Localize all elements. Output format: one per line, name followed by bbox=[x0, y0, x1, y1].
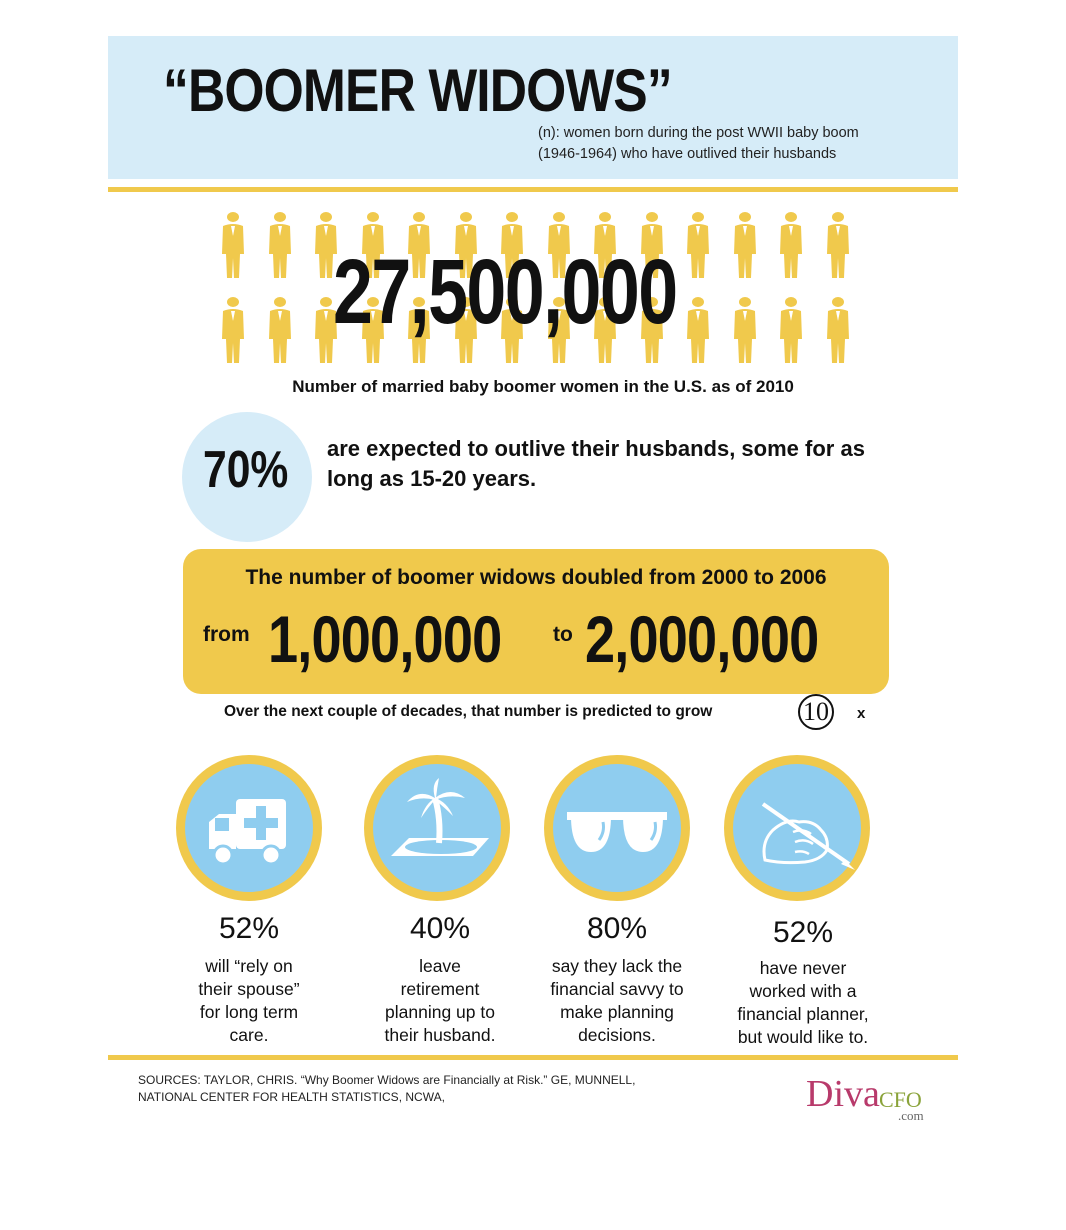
definition-line-1: (n): women born during the post WWII baby boom bbox=[538, 125, 859, 141]
logo-com: .com bbox=[898, 1108, 924, 1123]
sources-line-2: NATIONAL CENTER FOR HEALTH STATISTICS, NCWA, bbox=[138, 1090, 445, 1104]
growth-suffix: x bbox=[857, 705, 866, 722]
stat-line: say they lack the bbox=[551, 956, 683, 976]
stat-line: retirement bbox=[400, 979, 480, 999]
sources-line-1: SOURCES: TAYLOR, CHRIS. “Why Boomer Widows are Financially at Risk.” GE, MUNNELL, bbox=[138, 1073, 636, 1087]
person-icon bbox=[267, 212, 293, 282]
stat-line: their husband. bbox=[384, 1025, 496, 1045]
stat-line: worked with a bbox=[749, 981, 857, 1001]
top-divider bbox=[108, 187, 958, 192]
stat-text-1 bbox=[164, 955, 334, 1047]
to-value: 2,000,000 bbox=[585, 602, 819, 676]
bottom-divider bbox=[108, 1055, 958, 1060]
to-label: to bbox=[553, 623, 573, 646]
stat-text-4 bbox=[718, 957, 888, 1049]
sources bbox=[138, 1072, 758, 1106]
from-value: 1,000,000 bbox=[268, 602, 502, 676]
outlive-text: are expected to outlive their husbands, some for as long as 15-20 years. bbox=[327, 436, 865, 491]
stat-line: decisions. bbox=[578, 1025, 656, 1045]
person-icon bbox=[220, 297, 246, 367]
stat-circle-3 bbox=[544, 755, 690, 901]
from-label: from bbox=[203, 623, 250, 646]
island-icon bbox=[373, 764, 501, 892]
stat-percent-3: 80% bbox=[586, 912, 648, 945]
stat-circle-1 bbox=[176, 755, 322, 901]
growth-factor-badge: 10 bbox=[798, 694, 834, 730]
person-icon bbox=[778, 297, 804, 367]
divacfo-logo bbox=[806, 1070, 956, 1130]
married-women-number: 27,500,000 bbox=[333, 241, 677, 343]
stat-percent-2: 40% bbox=[409, 912, 471, 945]
stat-line: planning up to bbox=[385, 1002, 495, 1022]
stat-line: will “rely on bbox=[205, 956, 293, 976]
stat-circle-2 bbox=[364, 755, 510, 901]
person-icon bbox=[685, 212, 711, 282]
signing-hand-icon bbox=[733, 764, 861, 892]
person-icon bbox=[732, 212, 758, 282]
stat-line: care. bbox=[229, 1025, 269, 1045]
logo-diva: Diva bbox=[806, 1073, 880, 1115]
person-icon bbox=[732, 297, 758, 367]
person-icon bbox=[825, 212, 851, 282]
page-title: “BOOMER WIDOWS” bbox=[163, 57, 672, 124]
stat-line: have never bbox=[759, 958, 847, 978]
stat-line: but would like to. bbox=[737, 1027, 869, 1047]
stat-line: make planning bbox=[560, 1002, 674, 1022]
married-women-caption: Number of married baby boomer women in the U.S. as of 2010 bbox=[292, 377, 794, 396]
stat-line: their spouse” bbox=[198, 979, 300, 999]
stat-line: for long term bbox=[199, 1002, 299, 1022]
stat-text-3 bbox=[532, 955, 702, 1047]
stat-line: financial savvy to bbox=[550, 979, 684, 999]
stat-line: leave bbox=[419, 956, 461, 976]
sunglasses-icon bbox=[553, 764, 681, 892]
definition bbox=[538, 123, 859, 165]
ambulance-icon bbox=[185, 764, 313, 892]
person-icon bbox=[825, 297, 851, 367]
logo-cfo: CFO bbox=[879, 1087, 922, 1112]
stat-line: financial planner, bbox=[737, 1004, 869, 1024]
stat-percent-4: 52% bbox=[772, 916, 834, 949]
stat-text-2 bbox=[355, 955, 525, 1047]
stat-percent-1: 52% bbox=[218, 912, 280, 945]
header-banner bbox=[108, 36, 958, 179]
doubled-box bbox=[183, 549, 889, 694]
stat-circle-4 bbox=[724, 755, 870, 901]
growth-text: Over the next couple of decades, that number is predicted to grow bbox=[224, 703, 713, 720]
person-icon bbox=[267, 297, 293, 367]
definition-line-2: (1946-1964) who have outlived their husbands bbox=[538, 146, 837, 162]
person-icon bbox=[778, 212, 804, 282]
person-icon bbox=[685, 297, 711, 367]
outlive-percent: 70% bbox=[203, 441, 289, 499]
doubled-title: The number of boomer widows doubled from 2000 to 2006 bbox=[245, 566, 827, 589]
person-icon bbox=[220, 212, 246, 282]
